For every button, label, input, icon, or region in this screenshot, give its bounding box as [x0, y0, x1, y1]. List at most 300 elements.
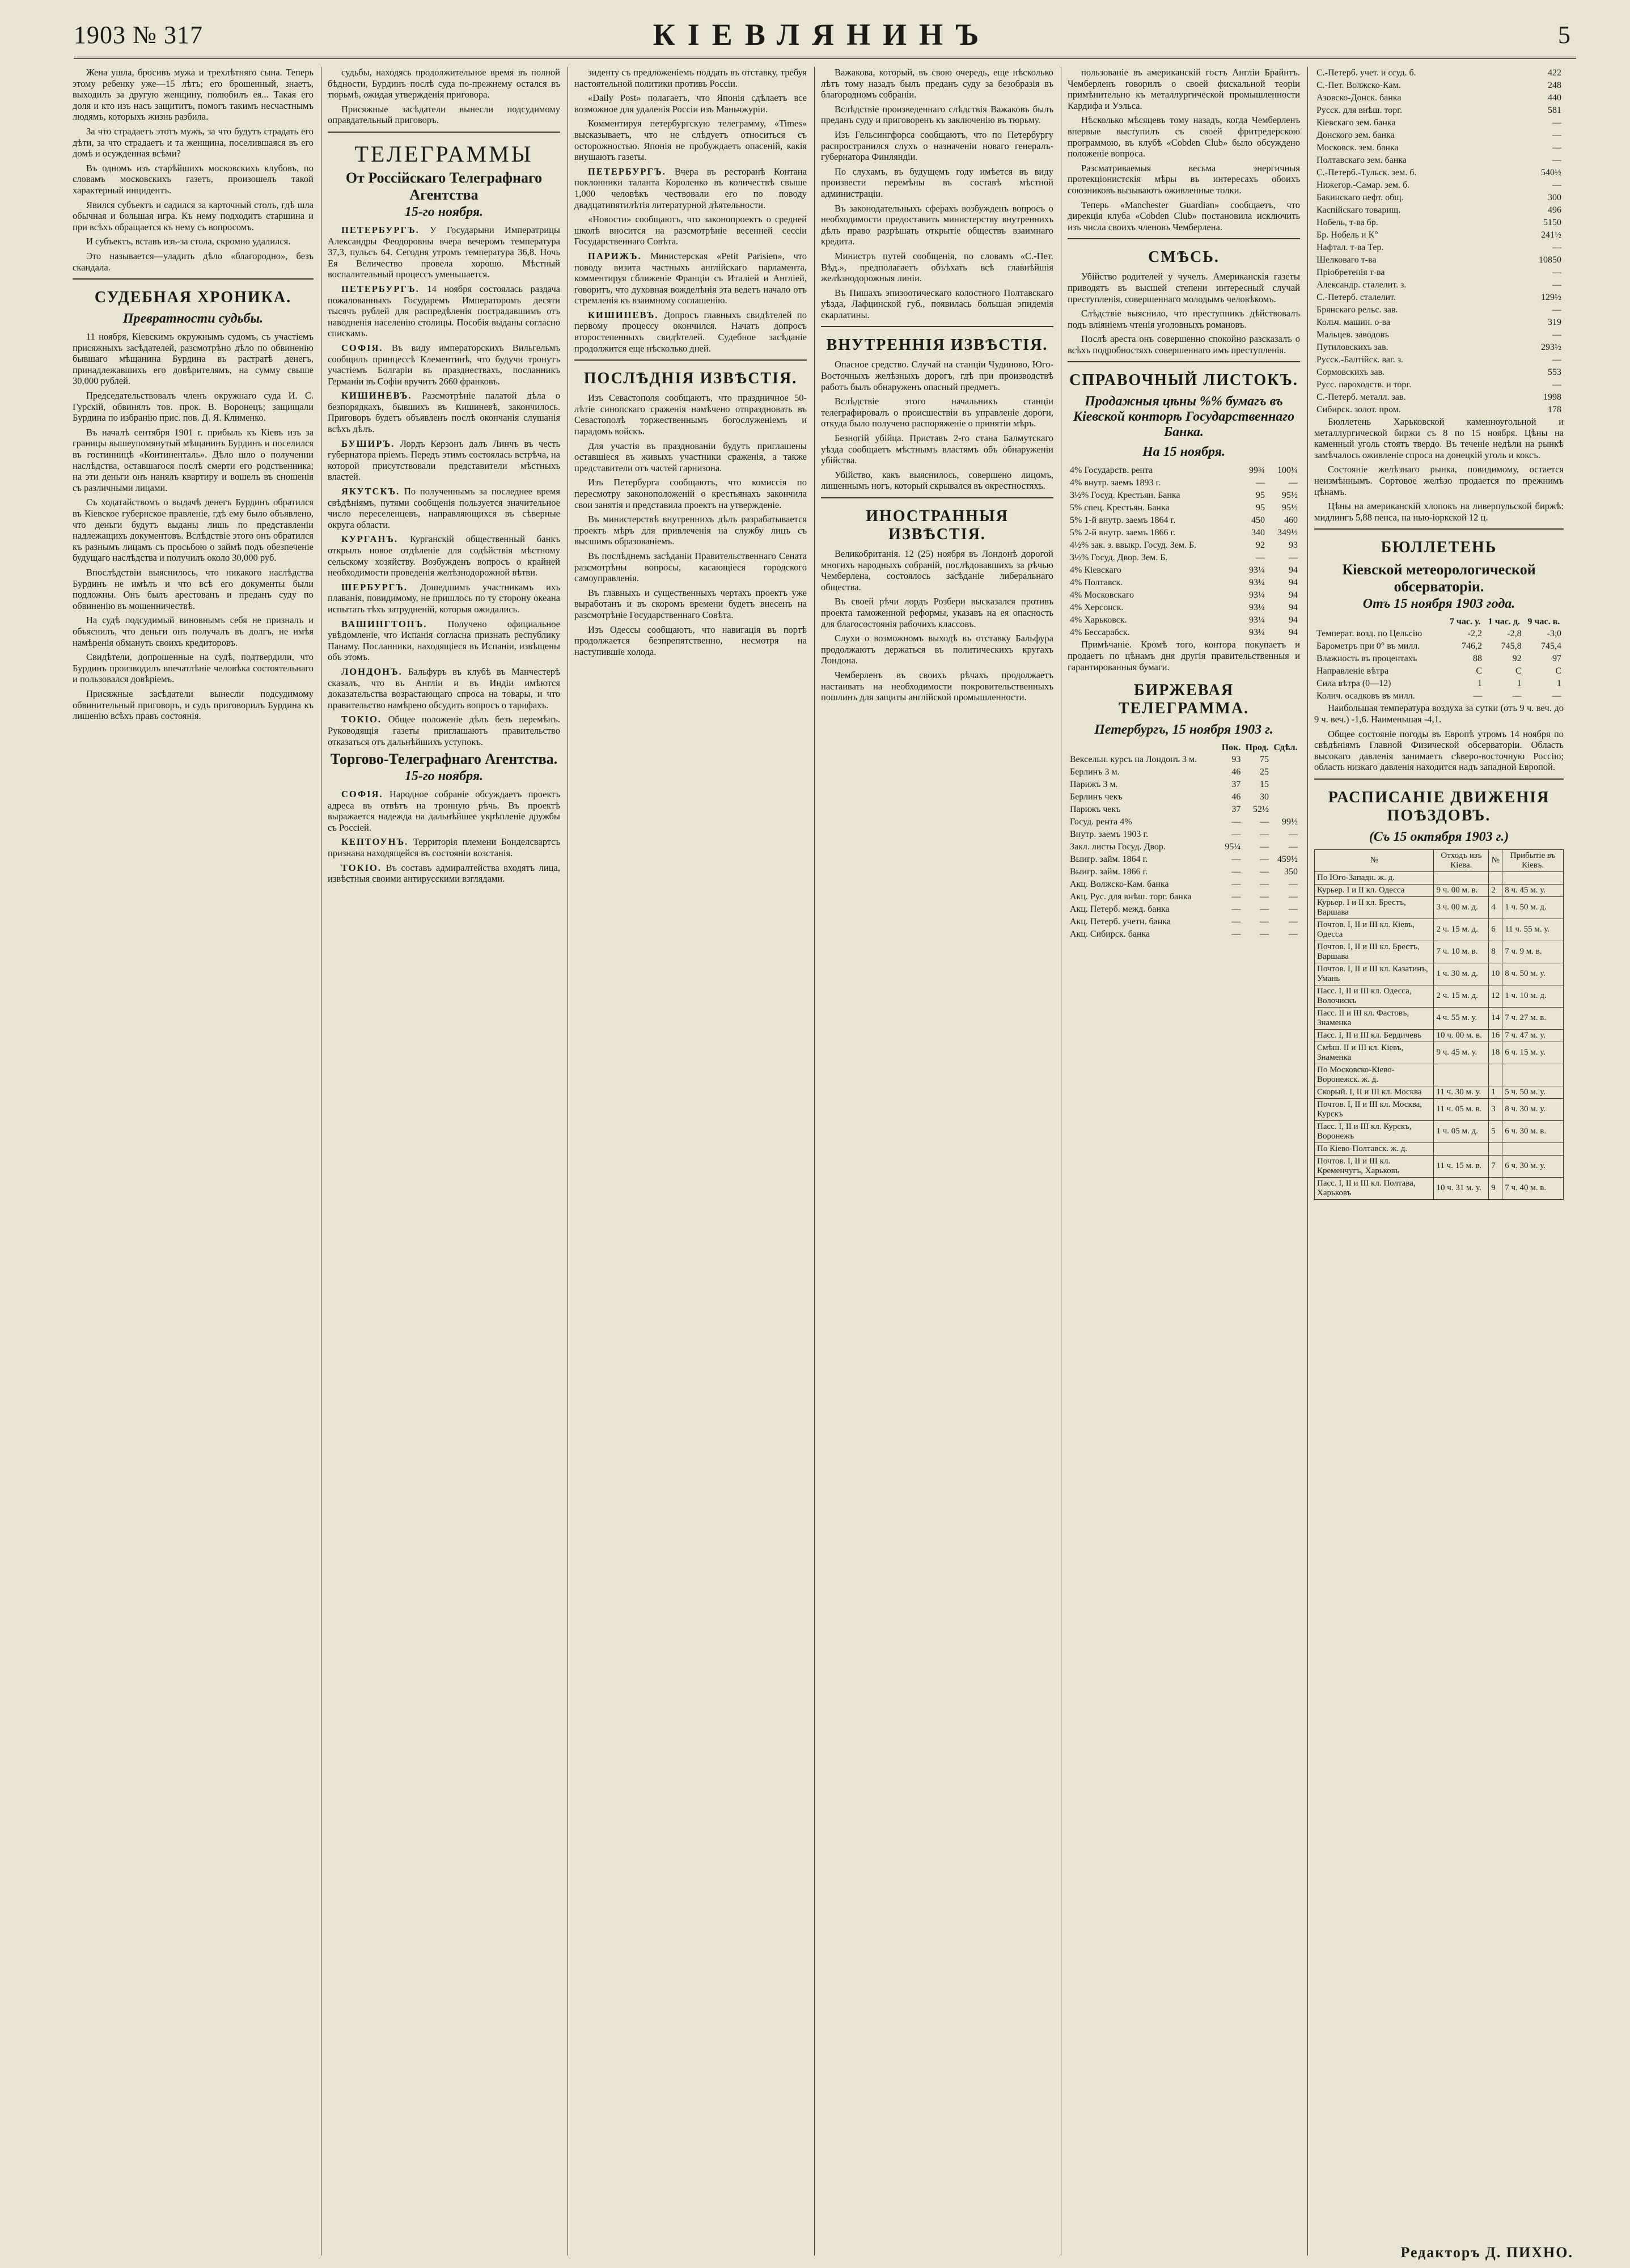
table-cell: Закл. листы Госуд. Двор. [1070, 842, 1166, 852]
paragraph: Председательствовалъ членъ окружнаго суда И. С. Гурскій, обвинялъ тов. прок. В. Воронецъ; защищали Бурдина по избранію прис. пов. Д. Я. Клименко. [73, 390, 314, 424]
paragraph: Состояніе желѣзнаго рынка, повидимому, остается неизмѣннымъ. Сортовое желѣзо продается по прежнимъ цѣнамъ. [1314, 464, 1564, 497]
table-cell: 6 [1489, 919, 1502, 941]
table-cell: Госуд. рента 4% [1070, 817, 1132, 827]
table-cell: 8 ч. 30 м. у. [1502, 1098, 1564, 1120]
telegram-text: Получено официальное увѣдомленіе, что Испанія согласна признать республику Панаму. Посланники, находящіеся въ Испаніи, извѣщены объ этомъ. [328, 618, 560, 663]
table-row [1314, 79, 1564, 92]
telegram-city: КЕПТОУНЪ. [341, 836, 409, 848]
table-cell: По Московско-Кіево-Воронежск. ж. д. [1315, 1064, 1434, 1086]
table-row [1314, 653, 1564, 665]
table-cell [1434, 1064, 1489, 1086]
telegram-city: ПЕТЕРБУРГЪ. [341, 224, 420, 235]
table-cell [1271, 754, 1300, 766]
table-row [1315, 985, 1564, 1007]
table-cell: 9 ч. 00 м. в. [1434, 884, 1489, 896]
table-cell: — [1552, 330, 1561, 340]
paragraph: Великобританія. 12 (25) ноября въ Лондонѣ дорогой многихъ народныхъ собраній, послѣдовавшихъ за рѣчью Чемберлена, состоялось засѣданіе либеральнаго общества. [821, 548, 1053, 593]
table-row [1068, 464, 1300, 477]
table-cell: Почтов. I, II и III кл. Брестъ, Варшава [1315, 941, 1434, 963]
divider [1314, 528, 1564, 530]
table-cell: — [1231, 917, 1241, 927]
column-6 [1314, 67, 1564, 2256]
table-cell: 94 [1289, 603, 1298, 613]
agency-name: От Россійскаго Телеграфнаго Агентства [345, 169, 543, 203]
table-cell: 349½ [1277, 528, 1298, 538]
table-cell: Бр. Нобель и К° [1316, 230, 1378, 240]
table-cell: 15 [1259, 780, 1269, 790]
table-cell: Русс. пароходств. и торг. [1316, 380, 1412, 390]
table-cell: 1 [1489, 1086, 1502, 1098]
table-row [1314, 391, 1564, 404]
telegram-text: 14 ноября состоялась раздача пожалованныхъ Государемъ Императоромъ десяти тысячъ рублей для распредѣленія пострадавшимъ отъ наводненія населенію столицы. Пособія выданы согласно спискамъ. [328, 283, 560, 339]
paragraph: Чемберленъ въ своихъ рѣчахъ продолжаетъ настаивать на необходимости покровительственныхъ пошлинъ для защиты англійской промышленности. [821, 669, 1053, 703]
table-row [1068, 514, 1300, 527]
table-row [1068, 489, 1300, 502]
table-cell: 2 ч. 15 м. д. [1434, 919, 1489, 941]
table-cell: Кіевскаго зем. банка [1316, 118, 1396, 128]
section-heading-miscellany: СМѢСЬ. [1148, 248, 1220, 266]
paragraph: Вслѣдствіе произведеннаго слѣдствія Важаковъ былъ преданъ суду и приговоренъ къ заключенію въ тюрьму. [821, 103, 1053, 126]
paragraph: Въ своей рѣчи лордъ Розбери высказался противъ проекта таможенной реформы, указавъ на ея опасность для благосостоянія рабочихъ классовъ. [821, 596, 1053, 629]
column-1 [73, 67, 314, 2256]
table-row [1314, 266, 1564, 279]
table-row [1068, 778, 1300, 791]
paragraph: Бюллетень Харьковской каменноугольной и металлургической биржи съ 8 по 15 ноября. Цѣны на каменный уголь стоятъ твердо. Въ теченіе недѣли на рынкѣ замѣчалось оживленіе спроса на донецкій уголь и коксъ. [1314, 416, 1564, 460]
section-heading-reference: СПРАВОЧНЫЙ ЛИСТОКЪ. [1069, 371, 1298, 390]
table-cell: — [1259, 867, 1269, 877]
table-row [1314, 690, 1564, 703]
telegram-city: ПЕТЕРБУРГЪ. [588, 166, 666, 177]
table-cell: 94 [1289, 565, 1298, 576]
telegram [328, 225, 560, 280]
telegram [328, 862, 560, 885]
table-cell: 11 ч. 15 м. в. [1434, 1155, 1489, 1177]
table-cell: Пасс. I, II и III кл. Одесса, Волочискъ [1315, 985, 1434, 1007]
table-cell: 6 ч. 30 м. у. [1502, 1155, 1564, 1177]
telegram-text: Разсмотрѣніе палатой дѣла о безпорядкахъ, бывшихъ въ Кишиневѣ, закончилось. Приговоръ будетъ объявленъ послѣ окончанія слушанія всѣхъ дѣлъ. [328, 390, 560, 435]
table-cell [1271, 803, 1300, 816]
table-cell: 99¾ [1249, 466, 1265, 476]
telegram [328, 342, 560, 387]
table-cell: Пріобретенія т-ва [1316, 268, 1385, 277]
table-cell: Донского зем. банка [1316, 130, 1395, 140]
paragraph: 11 ноября, Кіевскимъ окружнымъ судомъ, съ участіемъ присяжныхъ засѣдателей, разсмотрѣно дѣло по обвиненію бывшаго мѣщанина Бурдина въ растратѣ денегъ, принадлежавшихъ его довѣрителямъ, на сумму свыше 30,000 рублей. [73, 331, 314, 387]
table-row [1314, 329, 1564, 341]
paragraph: Теперь «Manchester Guardian» сообщаетъ, что дирекція клуба «Cobden Club» постановила исключить изъ числа своихъ членовъ Чемберлена. [1068, 199, 1300, 232]
section-heading-internal-news: ВНУТРЕННІЯ ИЗВѢСТІЯ. [826, 336, 1048, 354]
table-cell: Выигр. займ. 1866 г. [1070, 867, 1148, 877]
table-cell: — [1552, 305, 1561, 315]
table-row [1068, 527, 1300, 539]
stock-quotes-table [1314, 67, 1564, 416]
table-header-row [1314, 616, 1564, 628]
table-cell: 300 [1548, 193, 1561, 202]
table-row [1068, 539, 1300, 552]
table-cell: 1 ч. 10 м. д. [1502, 985, 1564, 1007]
table-cell: — [1231, 892, 1241, 902]
table-row [1315, 1042, 1564, 1064]
table-cell: 350 [1284, 867, 1298, 877]
table-header-row [1068, 742, 1300, 754]
table-row [1315, 1029, 1564, 1042]
telegram-city: ВАШИНГТОНЪ. [341, 618, 427, 629]
table-row [1314, 204, 1564, 217]
table-cell: Акц. Петерб. учетн. банка [1070, 917, 1171, 927]
table-cell: Барометръ при 0° въ милл. [1316, 641, 1420, 651]
telegram [328, 582, 560, 615]
table-cell: 4 ч. 55 м. у. [1434, 1007, 1489, 1029]
table-row [1068, 602, 1300, 614]
telegram [328, 486, 560, 530]
table-row [1315, 896, 1564, 919]
table-cell: По Юго-Западн. ж. д. [1315, 871, 1434, 884]
table-row [1314, 366, 1564, 379]
telegram-text: У Государыни Императрицы Александры Феодоровны вчера вечеромъ температура 37,3, пульсъ 64. Сегодня утромъ температура 36,8. Ночь Ея Величество провела хорошо. Мѣстный воспалительный процессъ уменьшается. [328, 224, 560, 280]
issue-number: 1903 № 317 [74, 21, 203, 49]
telegram-city: ТОКІО. [341, 714, 382, 725]
table-cell [1489, 1064, 1502, 1086]
newspaper-title: КІЕВЛЯНИНЪ [653, 18, 992, 52]
paragraph: Жена ушла, бросивъ мужа и трехлѣтняго сына. Теперь этому ребенку уже—15 лѣтъ; его брошенный, знаетъ, выходилъ за другую женщину, полюбилъ ея... Такая его доля и кто изъ насъ защититъ, помогъ такимъ несчастнымъ людямъ, которыхъ жизнь разбила. [73, 67, 314, 122]
table-cell: — [1289, 830, 1298, 840]
telegram-text: По полученнымъ за последнее время свѣдѣніямъ, путями сообщенія пользуется значительное число переселенцевъ, направляющихся въ сѣверные округа области. [328, 486, 560, 530]
table-cell: 16 [1489, 1029, 1502, 1042]
column-header: № [1489, 849, 1502, 871]
securities-price-table [1068, 464, 1300, 639]
table-cell: 5 ч. 50 м. у. [1502, 1086, 1564, 1098]
table-cell: — [1289, 929, 1298, 940]
table-cell: 1 [1557, 679, 1561, 689]
table-row [1314, 67, 1564, 79]
table-row [1068, 614, 1300, 627]
table-cell: С.-Петерб. металл. зав. [1316, 392, 1406, 402]
telegram-city: СОФІЯ. [341, 789, 383, 800]
column-header: 1 час. д. [1488, 617, 1520, 627]
column-header: 7 час. у. [1449, 617, 1481, 627]
table-header-row [1315, 849, 1564, 871]
table-row [1314, 192, 1564, 204]
table-cell: 1 ч. 50 м. д. [1502, 896, 1564, 919]
page-number: 5 [1558, 21, 1570, 49]
paragraph: Изъ Гельсингфорса сообщаютъ, что по Петербургу распространился слухъ о назначеніи новаго генералъ-губернатора Финляндіи. [821, 129, 1053, 163]
table-row [1315, 1177, 1564, 1199]
train-schedule-date: (Съ 15 октября 1903 г.) [1369, 829, 1509, 844]
table-cell: — [1259, 892, 1269, 902]
paragraph: Разсматриваемыя весьма энергичныя протекціонистскія мѣры въ интересахъ обоихъ союзниковъ вызываютъ оживленные толки. [1068, 162, 1300, 196]
table-cell: 5% 2-й внутр. заемъ 1866 г. [1070, 528, 1176, 538]
table-cell: Сила вѣтра (0—12) [1316, 679, 1391, 689]
table-cell: 93 [1289, 540, 1298, 551]
table-cell: 241½ [1541, 230, 1561, 240]
table-cell: 3½% Госуд. Двор. Зем. Б. [1070, 553, 1168, 563]
paragraph: И субъектъ, вставъ изъ-за стола, скромно удалился. [86, 236, 291, 247]
paragraph: «Новости» сообщаютъ, что законопроектъ о средней школѣ вносится на разсмотрѣніе весенней сессіи Государственнаго Совѣта. [574, 214, 807, 247]
table-cell: — [1289, 879, 1298, 890]
paragraph: Безногій убійца. Приставъ 2-го стана Балмутскаго уѣзда сообщаетъ мѣстнымъ властямъ объ обнаруженіи убійства. [821, 433, 1053, 466]
telegram [574, 251, 807, 306]
table-cell: 7 ч. 9 м. в. [1502, 941, 1564, 963]
table-cell: Пасс. I, II и III кл. Курскъ, Воронежъ [1315, 1120, 1434, 1143]
table-cell: 4% Херсонск. [1070, 603, 1124, 613]
table-cell: 5 [1489, 1120, 1502, 1143]
table-row [1315, 1007, 1564, 1029]
table-cell: — [1552, 155, 1561, 165]
table-cell: Смѣш. II и III кл. Кіевъ, Знаменка [1315, 1042, 1434, 1064]
table-cell: 10 ч. 00 м. в. [1434, 1029, 1489, 1042]
table-cell: 11 ч. 55 м. у. [1502, 919, 1564, 941]
table-cell [1434, 871, 1489, 884]
table-cell: — [1472, 691, 1482, 701]
weather-table [1314, 616, 1564, 703]
paragraph: Министръ путей сообщенія, по словамъ «С.-Пет. Вѣд.», предполагаетъ объѣхать всѣ главнѣйшія желѣзнодорожныя линіи. [821, 250, 1053, 284]
table-row [1068, 866, 1300, 878]
table-cell: — [1289, 478, 1298, 488]
paragraph: За что страдаетъ этотъ мужъ, за что будутъ страдать его дѣти, за что страдаетъ и та женщина, поселившаяся въ его домѣ и осужденная всѣми? [73, 125, 314, 159]
table-cell: 10 [1489, 963, 1502, 985]
table-cell: — [1259, 830, 1269, 840]
paragraph: Убійство, какъ выяснилось, совершено лицомъ, лишеннымъ ногъ, который скрывался въ окрестностяхъ. [821, 469, 1053, 492]
table-cell: 4% Кіевскаго [1070, 565, 1121, 576]
column-header: Прибытіе въ Кіевъ. [1502, 849, 1564, 871]
table-cell: Русск.-Балтійск. ваг. з. [1316, 355, 1404, 365]
table-cell: 450 [1251, 515, 1265, 526]
table-cell: Курьер. I и II кл. Одесса [1315, 884, 1434, 896]
table-cell: 100¼ [1277, 466, 1298, 476]
table-cell: — [1231, 904, 1241, 915]
table-cell: 93¼ [1249, 578, 1265, 588]
table-row [1314, 279, 1564, 291]
column-header: № [1315, 849, 1434, 871]
table-row [1068, 754, 1300, 766]
table-cell [1489, 871, 1502, 884]
paragraph: Для участія въ празднованіи будутъ приглашены оставшіеся въ живыхъ участники сраженія, а также представители отъ частей гарнизона. [574, 440, 807, 473]
column-header [1314, 616, 1446, 628]
table-cell [1271, 778, 1300, 791]
table-row [1314, 678, 1564, 690]
table-cell: Почтов. I, II и III кл. Москва, Курскъ [1315, 1098, 1434, 1120]
article-title: Превратности судьбы. [122, 311, 264, 327]
table-row [1314, 154, 1564, 167]
table-cell: Полтавскаго зем. банка [1316, 155, 1407, 165]
table-row [1315, 1064, 1564, 1086]
table-cell: 319 [1548, 318, 1561, 327]
table-row [1068, 828, 1300, 841]
table-cell: 4½% зак. з. ввыкр. Госуд. Зем. Б. [1070, 540, 1197, 551]
table-cell: 293½ [1541, 342, 1561, 352]
table-cell: — [1259, 917, 1269, 927]
table-cell: — [1231, 817, 1241, 827]
table-cell: — [1231, 867, 1241, 877]
table-cell: — [1552, 268, 1561, 277]
divider [73, 278, 314, 280]
paragraph: Присяжные засѣдатели вынесли подсудимому обвинительный приговоръ, и судъ приговорилъ Бурдина къ лишенію всѣхъ правъ состоянія. [73, 688, 314, 722]
table-cell: Скорый. I, II и III кл. Москва [1315, 1086, 1434, 1098]
telegram-city: ЯКУТСКЪ. [341, 486, 400, 497]
table-cell: — [1512, 691, 1522, 701]
table-cell: 8 ч. 45 м. у. [1502, 884, 1564, 896]
paragraph: Это называется—уладить дѣло «благородно», безъ скандала. [73, 250, 314, 273]
telegram-text: Курганскій общественный банкъ открылъ новое отдѣленіе для содѣйствія мѣстному сельскому хозяйству. Возбужденъ вопросъ о крайней необходимости проведенія желѣзнодорожной вѣтви. [328, 534, 560, 578]
telegram-city: КИШИНЕВЪ. [341, 390, 412, 401]
table-cell: — [1259, 904, 1269, 915]
table-cell: Московск. зем. банка [1316, 143, 1399, 153]
table-cell: 93¼ [1249, 603, 1265, 613]
table-cell: 553 [1548, 367, 1561, 377]
table-cell: Шелковаго т-ва [1316, 255, 1377, 265]
table-cell [1434, 1143, 1489, 1155]
weather-date: Отъ 15 ноября 1903 года. [1362, 596, 1515, 612]
column-5 [1068, 67, 1300, 2256]
table-row [1068, 502, 1300, 514]
exchange-date: Петербургъ, 15 ноября 1903 г. [1094, 722, 1273, 738]
table-cell: 11 ч. 30 м. у. [1434, 1086, 1489, 1098]
table-cell: С.-Петерб.-Тульск. зем. б. [1316, 168, 1417, 177]
table-row [1068, 841, 1300, 853]
divider [574, 359, 807, 361]
table-row [1314, 167, 1564, 179]
section-heading-court: СУДЕБНАЯ ХРОНИКА. [94, 289, 292, 307]
telegram-text: Министерская «Petit Parisien», что поводу визита частныхъ англійскаго парламента, комментируя сближеніе Франціи съ Италіей и Англіей, говоритъ, что духовная вожделѣнія эта ведетъ начало отъ стремленія къ взаимному соглашенію. [574, 250, 807, 306]
telegram-city: ТОКІО. [341, 862, 382, 873]
table-cell: Александр. сталелит. з. [1316, 280, 1407, 290]
table-cell: Почтов. I, II и III кл. Казатинъ, Умань [1315, 963, 1434, 985]
paragraph: пользованіе въ американскій гостъ Англіи Брайнтъ. Чемберленъ говорилъ о своей фискальной теоріи примѣнительно къ металлургической промышленности Кардифа и Уэльса. [1068, 67, 1300, 111]
telegram-city: ШЕРБУРГЪ. [341, 581, 408, 593]
table-row [1314, 129, 1564, 142]
paragraph: Нѣсколько мѣсяцевъ тому назадъ, когда Чемберленъ впервые выступилъ съ своей фритредерскою программою, въ клубѣ «Cobden Club» было обсуждено положеніе вопроса. [1068, 115, 1300, 159]
table-cell: — [1552, 243, 1561, 252]
table-cell: 7 ч. 47 м. у. [1502, 1029, 1564, 1042]
table-cell: 3 ч. 00 м. д. [1434, 896, 1489, 919]
table-cell: 496 [1548, 205, 1561, 215]
table-cell: 540½ [1541, 168, 1561, 177]
table-row [1315, 1120, 1564, 1143]
paragraph: «Daily Post» полагаетъ, что Японія сдѣлаетъ все возможное для удаленія Россіи изъ Маньчжуріи. [574, 92, 807, 115]
table-cell [1271, 791, 1300, 803]
table-cell: 14 [1489, 1007, 1502, 1029]
table-cell: Азовско-Донск. банка [1316, 93, 1402, 103]
table-cell: — [1552, 143, 1561, 153]
telegram [328, 714, 560, 747]
table-cell: Направленіе вѣтра [1316, 666, 1389, 676]
table-cell: — [1259, 854, 1269, 865]
table-cell: С [1476, 666, 1482, 676]
section-heading-weather: БЮЛЛЕТЕНЬ [1381, 539, 1497, 557]
paragraph: Въ министерствѣ внутреннихъ дѣлъ разрабатывается проектъ мѣръ для привлеченія на службу лицъ съ высшимъ образованіемъ. [574, 514, 807, 547]
table-cell: Брянскаго рельс. зав. [1316, 305, 1398, 315]
table-cell: Почтов. I, II и III кл. Кременчугъ, Харьковъ [1315, 1155, 1434, 1177]
table-cell: — [1231, 879, 1241, 890]
table-row [1068, 589, 1300, 602]
table-row [1314, 628, 1564, 640]
table-cell: 94 [1289, 590, 1298, 600]
telegram [328, 666, 560, 710]
table-cell: 37 [1231, 805, 1241, 815]
table-cell: 95¼ [1225, 842, 1241, 852]
table-cell: Акц. Петерб. межд. банка [1070, 904, 1170, 915]
table-cell: 8 [1489, 941, 1502, 963]
telegram-city: СОФІЯ. [341, 342, 383, 353]
table-cell: Пасс. I, II и III кл. Бердичевъ [1315, 1029, 1434, 1042]
table-cell: Парижъ чекъ [1070, 805, 1121, 815]
table-cell: 93 [1231, 755, 1241, 765]
table-cell: -2,8 [1507, 629, 1522, 639]
table-cell: Нафтал. т-ва Тер. [1316, 243, 1384, 252]
table-row [1068, 552, 1300, 564]
table-cell: 88 [1472, 654, 1482, 664]
table-cell: 94 [1289, 615, 1298, 625]
table-cell: 5% спец. Крестьян. Банка [1070, 503, 1170, 513]
table-row [1315, 919, 1564, 941]
telegram-city: ЛОНДОНЪ. [341, 666, 403, 677]
paragraph: На судѣ подсудимый виновнымъ себя не призналъ и объяснилъ, что деньги онъ получалъ въ долгъ, не имѣя намѣренія обмануть своихъ кредиторовъ. [73, 615, 314, 648]
table-cell: 4 [1489, 896, 1502, 919]
table-cell: Каспійскаго товарищ. [1316, 205, 1401, 215]
table-row [1315, 1155, 1564, 1177]
table-row [1068, 928, 1300, 941]
table-cell: 10 ч. 31 м. у. [1434, 1177, 1489, 1199]
paragraph: Явился субъектъ и садился за карточный столъ, гдѣ шла обычная и большая игра. Къ нему подходитъ старшина и при всѣхъ обращается къ нему съ вопросомъ. [73, 199, 314, 232]
table-cell: — [1231, 929, 1241, 940]
paragraph: Въ законодательныхъ сферахъ возбужденъ вопросъ о необходимости предоставить министерству внутреннихъ дѣлъ право разрѣшать открытіе обществъ взаимнаго кредита. [821, 202, 1053, 247]
telegram-text: Вчера въ ресторанѣ Контана поклонники таланта Короленко въ количествѣ свыше 1,000 человѣкъ чествовали его по поводу двадцатипятилѣтія литературной дѣятельности. [574, 166, 807, 210]
table-row [1314, 117, 1564, 129]
table-cell: 5150 [1543, 218, 1561, 227]
table-cell: Берлинъ 3 м. [1070, 767, 1120, 777]
table-cell: Путиловскихъ зав. [1316, 342, 1388, 352]
table-cell [1489, 1143, 1502, 1155]
table-cell: Пасс. I, II и III кл. Полтава, Харьковъ [1315, 1177, 1434, 1199]
table-row [1314, 379, 1564, 391]
table-cell: 440 [1548, 93, 1561, 103]
table-cell: Сибирск. золот. пром. [1316, 405, 1401, 414]
table-cell: 3½% Госуд. Крестьян. Банка [1070, 490, 1180, 501]
paragraph: Вслѣдствіе этого начальникъ станціи телеграфировалъ о происшествіи въ управленіе дороги, откуда было получено распоряженіе о принятіи мѣръ. [821, 396, 1053, 429]
column-3 [574, 67, 807, 2256]
paragraph: Присяжные засѣдатели вынесли подсудимому оправдательный приговоръ. [328, 103, 560, 126]
table-cell: 7 ч. 27 м. в. [1502, 1007, 1564, 1029]
table-cell: 1998 [1543, 392, 1561, 402]
table-cell: 746,2 [1461, 641, 1482, 651]
section-heading-train-schedule: РАСПИСАНІЕ ДВИЖЕНІЯ ПОѢЗДОВЪ. [1328, 788, 1550, 824]
table-row [1314, 92, 1564, 104]
table-cell: 3 [1489, 1098, 1502, 1120]
table-cell [1502, 871, 1564, 884]
table-cell: С.-Пет. Волжско-Кам. [1316, 81, 1401, 90]
table-cell: 2 ч. 15 м. д. [1434, 985, 1489, 1007]
table-cell: 1 ч. 30 м. д. [1434, 963, 1489, 985]
table-cell: 11 ч. 05 м. в. [1434, 1098, 1489, 1120]
table-cell: С.-Петерб. сталелит. [1316, 293, 1396, 302]
table-cell: 95 [1256, 503, 1265, 513]
table-cell: — [1259, 842, 1269, 852]
table-cell: Парижъ 3 м. [1070, 780, 1118, 790]
table-row [1315, 963, 1564, 985]
table-cell: 422 [1548, 68, 1561, 78]
table-cell: 1 [1477, 679, 1482, 689]
table-cell: 248 [1548, 81, 1561, 90]
table-cell: 459½ [1277, 854, 1298, 865]
paragraph: Убійство родителей у чучелъ. Американскія газеты приводятъ въ высшей степени интересный случай преступленія, совершеннаго молодымъ человѣкомъ. [1068, 271, 1300, 304]
table-cell: Температ. возд. по Цельсію [1316, 629, 1422, 639]
table-cell: 9 ч. 45 м. у. [1434, 1042, 1489, 1064]
table-cell: 4% Московскаго [1070, 590, 1134, 600]
table-cell: 4% Полтавск. [1070, 578, 1123, 588]
telegram-city: КИШИНЕВЪ. [588, 309, 659, 320]
telegram-text: Въ виду императорскихъ Вильгельмъ сообщилъ принцессѣ Клементинѣ, что будучи тронутъ участіемъ Болгаріи въ празднествахъ, посланникъ Германіи въ Софіи вручитъ 2660 франковъ. [328, 342, 560, 387]
table-cell: 178 [1548, 405, 1561, 414]
table-row [1068, 577, 1300, 589]
